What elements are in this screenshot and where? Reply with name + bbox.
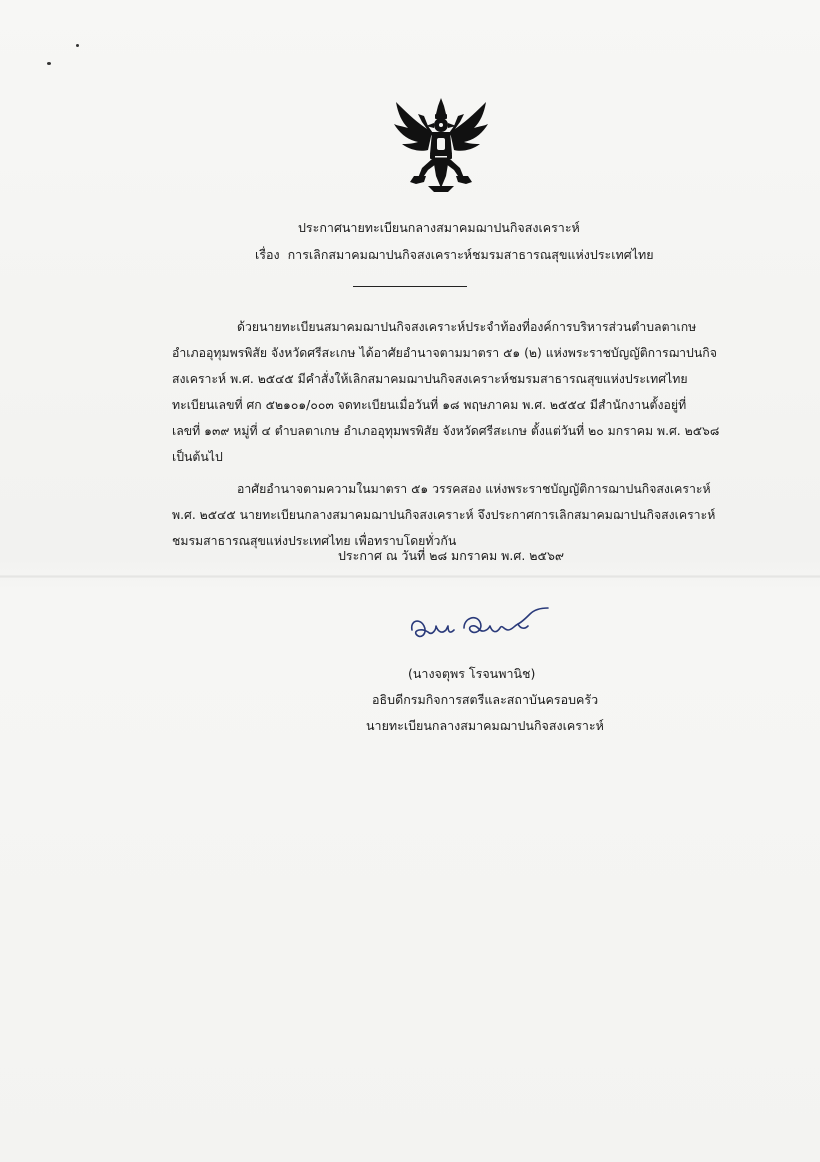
announcement-title: ประกาศนายทะเบียนกลางสมาคมฌาปนกิจสงเคราะห์	[298, 220, 580, 235]
paragraph-1-line: เป็นต้นไป	[172, 450, 223, 464]
paper-speck	[47, 62, 51, 65]
subject-text: การเลิกสมาคมฌาปนกิจสงเคราะห์ชมรมสาธารณสุขแห่งประเทศไทย	[287, 247, 654, 262]
announcement-date: ประกาศ ณ วันที่ ๒๘ มกราคม พ.ศ. ๒๕๖๙	[338, 548, 565, 563]
garuda-emblem-icon	[388, 92, 494, 198]
paragraph-1-line: สงเคราะห์ พ.ศ. ๒๕๔๕ มีคำสั่งให้เลิกสมาคมฌาปนกิจสงเคราะห์ชมรมสาธารณสุขแห่งประเทศไทย	[172, 372, 688, 386]
signatory-position: นายทะเบียนกลางสมาคมฌาปนกิจสงเคราะห์	[366, 718, 604, 733]
paragraph-2-line: พ.ศ. ๒๕๔๕ นายทะเบียนกลางสมาคมฌาปนกิจสงเคราะห์ จึงประกาศการเลิกสมาคมฌาปนกิจสงเคราะห์	[172, 508, 716, 522]
paper-speck	[76, 44, 79, 47]
signatory-name: (นางจตุพร โรจนพานิช)	[408, 666, 536, 681]
paragraph-1-line: ทะเบียนเลขที่ ศก ๕๒๑๐๑/๐๐๓ จดทะเบียนเมื่อวันที่ ๑๘ พฤษภาคม พ.ศ. ๒๕๕๔ มีสำนักงานตั้งอยู่ที่	[172, 398, 687, 412]
paragraph-2-line: ชมรมสาธารณสุขแห่งประเทศไทย เพื่อทราบโดยทั่วกัน	[172, 534, 457, 548]
announcement-subject	[255, 245, 654, 265]
paragraph-1-line: เลขที่ ๑๓๙ หมู่ที่ ๔ ตำบลตาเกษ อำเภออุทุมพรพิสัย จังหวัดศรีสะเกษ ตั้งแต่วันที่ ๒๐ มกราคม พ.ศ. ๒๕๖๘	[172, 424, 720, 438]
signatory-position: อธิบดีกรมกิจการสตรีและสถาบันครอบครัว	[372, 692, 599, 707]
paragraph-1-line: ด้วยนายทะเบียนสมาคมฌาปนกิจสงเคราะห์ประจำท้องที่องค์การบริหารส่วนตำบลตาเกษ	[237, 320, 697, 334]
subject-label: เรื่อง	[255, 247, 280, 262]
paper-fold	[0, 575, 820, 578]
handwritten-signature	[402, 600, 562, 654]
paragraph-2-line: อาศัยอำนาจตามความในมาตรา ๕๑ วรรคสอง แห่งพระราชบัญญัติการฌาปนกิจสงเคราะห์	[237, 482, 711, 496]
paragraph-1-line: อำเภออุทุมพรพิสัย จังหวัดศรีสะเกษ ได้อาศัยอำนาจตามมาตรา ๕๑ (๒) แห่งพระราชบัญญัติการฌาปนกิจ	[172, 346, 717, 360]
title-divider	[353, 286, 467, 287]
